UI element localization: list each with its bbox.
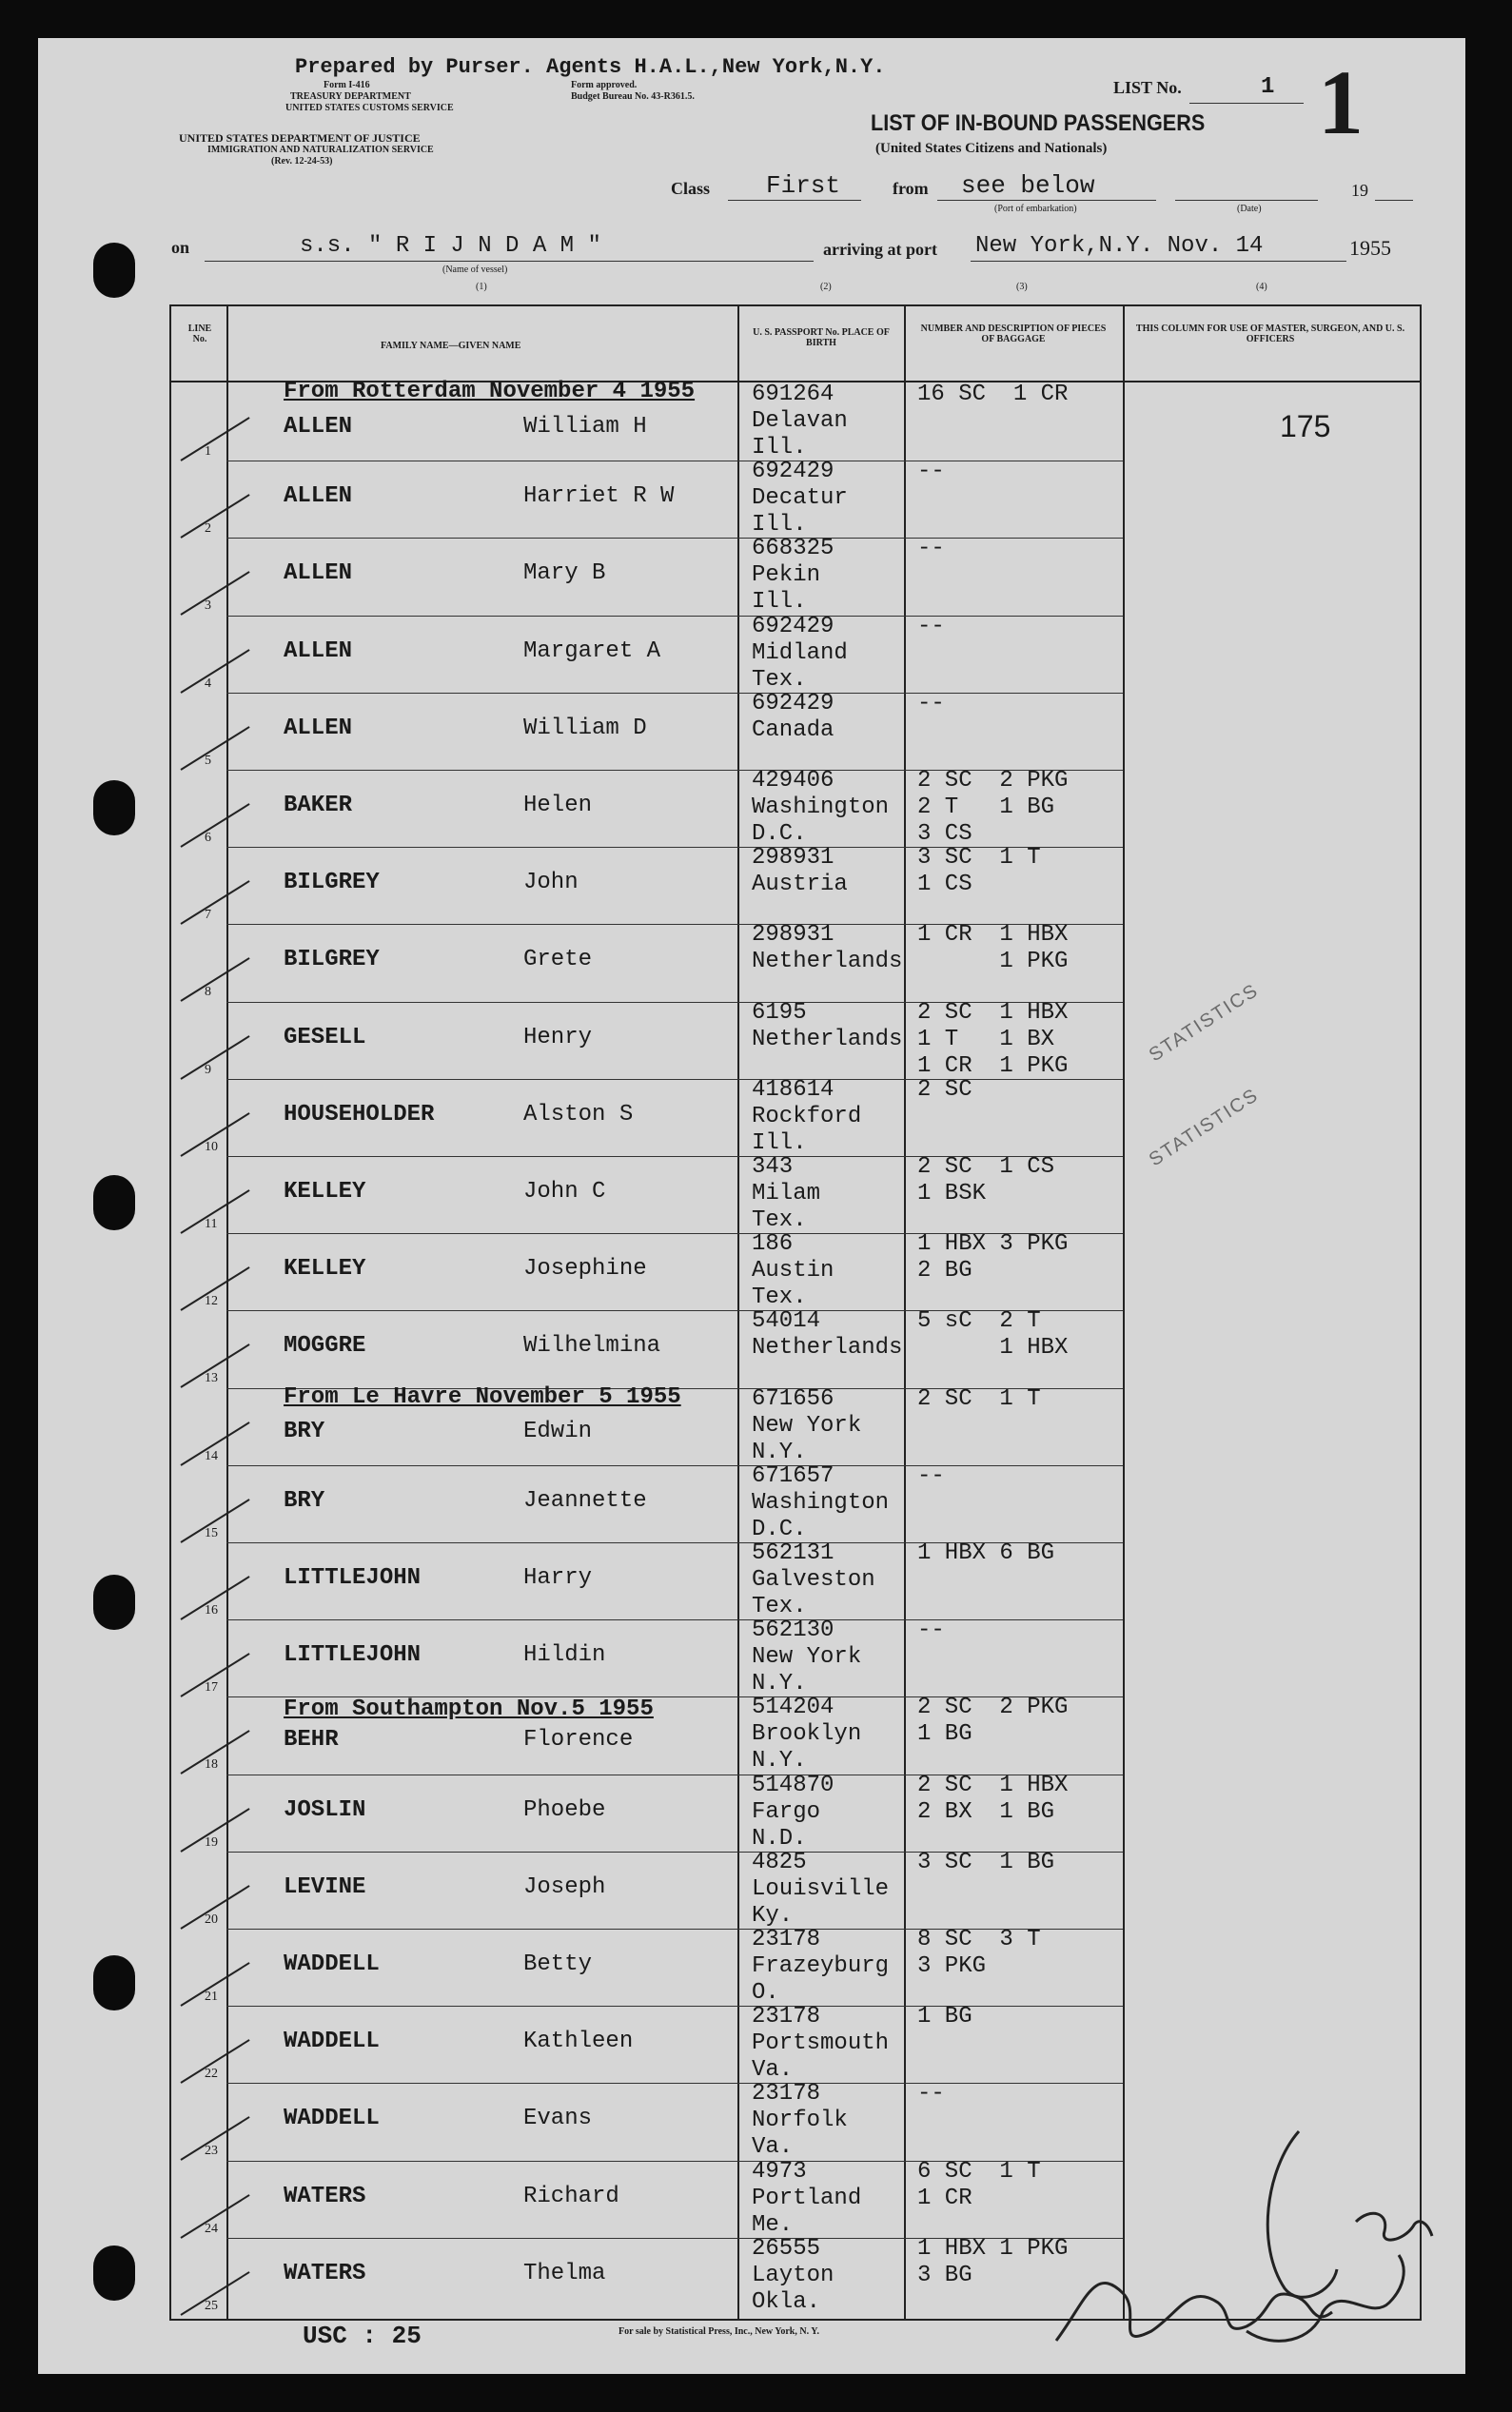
binder-hole	[93, 1175, 135, 1230]
binder-hole	[93, 243, 135, 298]
baggage-description: 1 HBX 3 PKG 2 BG	[917, 1231, 1069, 1284]
passenger-family-name: BILGREY	[284, 947, 380, 972]
line-number: 2	[205, 521, 211, 536]
row-divider	[226, 1079, 1123, 1080]
row-divider	[226, 1002, 1123, 1003]
line-number: 17	[205, 1680, 218, 1695]
row-divider	[226, 924, 1123, 925]
row-divider	[226, 1619, 1123, 1620]
row-divider	[226, 1542, 1123, 1543]
on-label: on	[171, 238, 190, 257]
passenger-family-name: WATERS	[284, 2261, 366, 2286]
passenger-given-name: Wilhelmina	[523, 1333, 661, 1359]
justice-dept: UNITED STATES DEPARTMENT OF JUSTICE	[179, 131, 421, 145]
list-big-number: 1	[1318, 51, 1364, 153]
passenger-family-name: WADDELL	[284, 1951, 380, 1977]
passport-and-birthplace: 186 Austin Tex.	[752, 1231, 835, 1310]
passenger-given-name: Kathleen	[523, 2029, 634, 2054]
passenger-given-name: Phoebe	[523, 1797, 606, 1823]
passenger-family-name: GESELL	[284, 1025, 366, 1050]
ins-service: IMMIGRATION AND NATURALIZATION SERVICE	[207, 145, 434, 155]
passport-and-birthplace: 298931 Austria	[752, 845, 848, 897]
line-number: 23	[205, 2144, 218, 2158]
passenger-family-name: BILGREY	[284, 870, 380, 895]
passport-and-birthplace: 4973 Portland Me.	[752, 2159, 862, 2238]
col-header-baggage: NUMBER AND DESCRIPTION OF PIECES OF BAGGAGE	[920, 324, 1107, 344]
line-number: 8	[205, 985, 211, 999]
baggage-description: --	[917, 1463, 945, 1489]
passport-and-birthplace: 562130 New York N.Y.	[752, 1618, 862, 1696]
baggage-description: 1 HBX 1 PKG 3 BG	[917, 2236, 1069, 2288]
row-divider	[226, 1310, 1123, 1311]
arriving-port-date: New York,N.Y. Nov. 14	[975, 233, 1264, 259]
passport-and-birthplace: 23178 Norfolk Va.	[752, 2081, 848, 2160]
passenger-given-name: Betty	[523, 1951, 593, 1977]
line-number: 22	[205, 2067, 218, 2081]
passenger-given-name: Joseph	[523, 1874, 606, 1900]
passenger-family-name: ALLEN	[284, 716, 353, 741]
passenger-given-name: Thelma	[523, 2261, 606, 2286]
line-number: 10	[205, 1140, 218, 1154]
baggage-description: 16 SC 1 CR	[917, 382, 1069, 407]
passenger-family-name: WADDELL	[284, 2106, 380, 2131]
line-number: 11	[205, 1217, 218, 1231]
row-divider	[226, 1156, 1123, 1157]
baggage-description: 1 BG	[917, 2004, 972, 2030]
baggage-description: 8 SC 3 T 3 PKG	[917, 1927, 1041, 1979]
passenger-family-name: ALLEN	[284, 483, 353, 509]
row-divider	[226, 2161, 1123, 2162]
passport-and-birthplace: 671656 New York N.Y.	[752, 1386, 862, 1465]
passenger-family-name: WADDELL	[284, 2029, 380, 2054]
class-label: Class	[671, 179, 711, 198]
statistics-stamp: STATISTICS	[1145, 1084, 1263, 1171]
baggage-description: --	[917, 1618, 945, 1643]
passenger-family-name: JOSLIN	[284, 1797, 366, 1823]
section-heading: From Rotterdam November 4 1955	[284, 379, 696, 404]
row-divider	[226, 1233, 1123, 1234]
col-header-passport: U. S. PASSPORT No. PLACE OF BIRTH	[753, 327, 890, 348]
line-number: 4	[205, 677, 211, 691]
passport-and-birthplace: 692429 Canada	[752, 691, 835, 743]
passport-and-birthplace: 668325 Pekin Ill.	[752, 536, 835, 615]
passenger-given-name: Henry	[523, 1025, 593, 1050]
baggage-description: 5 sC 2 T 1 HBX	[917, 1308, 1069, 1361]
passenger-given-name: Evans	[523, 2106, 593, 2131]
line-number: 18	[205, 1757, 218, 1772]
passport-and-birthplace: 23178 Frazeyburg O.	[752, 1927, 890, 2006]
baggage-description: 2 SC 1 HBX 1 T 1 BX 1 CR 1 PKG	[917, 1000, 1069, 1079]
passenger-given-name: Harriet R W	[523, 483, 675, 509]
row-divider	[226, 616, 1123, 617]
line-number: 3	[205, 598, 211, 613]
baggage-description: 1 HBX 6 BG	[917, 1540, 1055, 1566]
passport-and-birthplace: 6195 Netherlands	[752, 1000, 903, 1052]
col-num: (4)	[1256, 282, 1267, 292]
baggage-description: --	[917, 614, 945, 639]
officer-note: 175	[1280, 409, 1331, 443]
form-revision: (Rev. 12-24-53)	[271, 156, 333, 167]
section-heading: From Le Havre November 5 1955	[284, 1384, 681, 1410]
baggage-description: --	[917, 536, 945, 561]
passport-and-birthplace: 562131 Galveston Tex.	[752, 1540, 875, 1619]
arriving-label: arriving at port	[823, 240, 937, 259]
line-number: 7	[205, 908, 211, 922]
year-prefix: 19	[1351, 181, 1368, 200]
passenger-given-name: Richard	[523, 2184, 619, 2209]
list-title: LIST OF IN-BOUND PASSENGERS	[871, 110, 1206, 136]
passenger-family-name: ALLEN	[284, 638, 353, 664]
list-no-value: 1	[1261, 74, 1275, 100]
passport-and-birthplace: 343 Milam Tex.	[752, 1154, 821, 1233]
line-number: 24	[205, 2222, 218, 2236]
passenger-family-name: BAKER	[284, 793, 353, 818]
printer-credit: For sale by Statistical Press, Inc., New York, N. Y.	[619, 2326, 820, 2337]
line-number: 5	[205, 754, 211, 768]
row-divider	[226, 2083, 1123, 2084]
line-number: 16	[205, 1603, 218, 1618]
baggage-description: 3 SC 1 T 1 CS	[917, 845, 1041, 897]
statistics-stamp: STATISTICS	[1145, 979, 1263, 1067]
row-divider	[226, 693, 1123, 694]
baggage-description: 2 SC	[917, 1077, 972, 1103]
from-value: see below	[961, 171, 1095, 200]
usc-total: USC : 25	[303, 2322, 422, 2350]
passenger-given-name: Edwin	[523, 1419, 593, 1444]
passenger-family-name: LITTLEJOHN	[284, 1642, 422, 1668]
passenger-given-name: William H	[523, 414, 647, 440]
passenger-given-name: John	[523, 870, 579, 895]
col-header-officers: THIS COLUMN FOR USE OF MASTER, SURGEON, AND U. S. OFFICERS	[1135, 324, 1405, 344]
passenger-family-name: ALLEN	[284, 560, 353, 586]
baggage-description: 3 SC 1 BG	[917, 1850, 1055, 1875]
binder-hole	[93, 2245, 135, 2301]
baggage-description: --	[917, 459, 945, 484]
baggage-description: --	[917, 2081, 945, 2107]
baggage-description: 2 SC 1 HBX 2 BX 1 BG	[917, 1773, 1069, 1825]
col-header-line-no: LINE No.	[187, 324, 212, 344]
passenger-given-name: Margaret A	[523, 638, 661, 664]
col-num: (2)	[820, 282, 832, 292]
passport-and-birthplace: 692429 Midland Tex.	[752, 614, 848, 693]
arrival-year: 1955	[1349, 236, 1391, 260]
line-number: 21	[205, 1990, 218, 2004]
passenger-given-name: Harry	[523, 1565, 593, 1591]
baggage-description: --	[917, 691, 945, 716]
manifest-sheet	[38, 38, 1465, 2374]
row-divider	[226, 2238, 1123, 2239]
line-number: 6	[205, 831, 211, 845]
list-no-label: LIST No.	[1113, 78, 1182, 97]
passenger-family-name: LITTLEJOHN	[284, 1565, 422, 1591]
baggage-description: 6 SC 1 T 1 CR	[917, 2159, 1041, 2211]
passenger-family-name: BRY	[284, 1419, 325, 1444]
row-divider	[226, 847, 1123, 848]
from-label: from	[893, 179, 929, 198]
passport-and-birthplace: 23178 Portsmouth Va.	[752, 2004, 890, 2083]
binder-hole	[93, 1575, 135, 1630]
passport-and-birthplace: 514870 Fargo N.D.	[752, 1773, 835, 1852]
passenger-given-name: Hildin	[523, 1642, 606, 1668]
line-number: 14	[205, 1449, 218, 1463]
section-heading: From Southampton Nov.5 1955	[284, 1696, 654, 1722]
baggage-description: 2 SC 1 T	[917, 1386, 1041, 1412]
passenger-family-name: KELLEY	[284, 1179, 366, 1205]
baggage-description: 2 SC 2 PKG 2 T 1 BG 3 CS	[917, 768, 1069, 847]
baggage-description: 2 SC 2 PKG 1 BG	[917, 1695, 1069, 1747]
line-number: 15	[205, 1526, 218, 1540]
line-number: 19	[205, 1835, 218, 1850]
baggage-description: 1 CR 1 HBX 1 PKG	[917, 922, 1069, 974]
passenger-given-name: Florence	[523, 1727, 634, 1753]
passenger-family-name: WATERS	[284, 2184, 366, 2209]
passenger-given-name: Mary B	[523, 560, 606, 586]
passenger-family-name: HOUSEHOLDER	[284, 1102, 435, 1128]
passenger-given-name: Alston S	[523, 1102, 634, 1128]
row-divider	[226, 538, 1123, 539]
passenger-given-name: Jeannette	[523, 1488, 647, 1514]
row-divider	[226, 1465, 1123, 1466]
passenger-given-name: Josephine	[523, 1256, 647, 1282]
passenger-given-name: Helen	[523, 793, 593, 818]
passenger-family-name: BRY	[284, 1488, 325, 1514]
passenger-family-name: ALLEN	[284, 414, 353, 440]
passport-and-birthplace: 429406 Washington D.C.	[752, 768, 890, 847]
row-divider	[226, 1929, 1123, 1930]
vessel-name: s.s. " R I J N D A M "	[300, 233, 601, 259]
signature-scribble	[1028, 2065, 1465, 2369]
vessel-caption: (Name of vessel)	[442, 265, 508, 275]
customs-service: UNITED STATES CUSTOMS SERVICE	[285, 103, 454, 113]
treasury-dept: TREASURY DEPARTMENT	[290, 91, 411, 102]
passport-and-birthplace: 298931 Netherlands	[752, 922, 903, 974]
col-num: (3)	[1016, 282, 1028, 292]
passenger-given-name: Grete	[523, 947, 593, 972]
class-value: First	[766, 171, 841, 200]
passenger-family-name: MOGGRE	[284, 1333, 366, 1359]
baggage-description: 2 SC 1 CS 1 BSK	[917, 1154, 1055, 1206]
passport-and-birthplace: 514204 Brooklyn N.Y.	[752, 1695, 862, 1774]
col-num: (1)	[476, 282, 487, 292]
line-number: 25	[205, 2299, 218, 2313]
port-caption: (Port of embarkation)	[994, 204, 1077, 214]
list-subtitle: (United States Citizens and Nationals)	[875, 141, 1108, 156]
passport-and-birthplace: 418614 Rockford Ill.	[752, 1077, 862, 1156]
binder-hole	[93, 780, 135, 835]
passport-and-birthplace: 54014 Netherlands	[752, 1308, 903, 1361]
line-number: 13	[205, 1371, 218, 1385]
row-divider	[226, 770, 1123, 771]
row-divider	[226, 1852, 1123, 1853]
budget-bureau: Budget Bureau No. 43-R361.5.	[571, 91, 695, 102]
binder-hole	[93, 1955, 135, 2010]
passport-and-birthplace: 26555 Layton Okla.	[752, 2236, 835, 2315]
passenger-family-name: LEVINE	[284, 1874, 366, 1900]
line-number: 12	[205, 1294, 218, 1308]
passenger-family-name: BEHR	[284, 1727, 339, 1753]
passenger-family-name: KELLEY	[284, 1256, 366, 1282]
row-divider	[226, 2006, 1123, 2007]
passport-and-birthplace: 691264 Delavan Ill.	[752, 382, 848, 461]
form-number: Form I-416	[324, 80, 370, 90]
form-approved: Form approved.	[571, 80, 638, 90]
prepared-by: Prepared by Purser. Agents H.A.L.,New York,N.Y.	[295, 55, 886, 79]
date-caption: (Date)	[1237, 204, 1262, 214]
passenger-given-name: William D	[523, 716, 647, 741]
passport-and-birthplace: 4825 Louisville Ky.	[752, 1850, 890, 1929]
line-number: 20	[205, 1912, 218, 1927]
line-number: 9	[205, 1063, 211, 1077]
passport-and-birthplace: 671657 Washington D.C.	[752, 1463, 890, 1542]
col-header-name: FAMILY NAME—GIVEN NAME	[381, 341, 521, 351]
passenger-given-name: John C	[523, 1179, 606, 1205]
line-number: 1	[205, 444, 211, 459]
passport-and-birthplace: 692429 Decatur Ill.	[752, 459, 848, 538]
